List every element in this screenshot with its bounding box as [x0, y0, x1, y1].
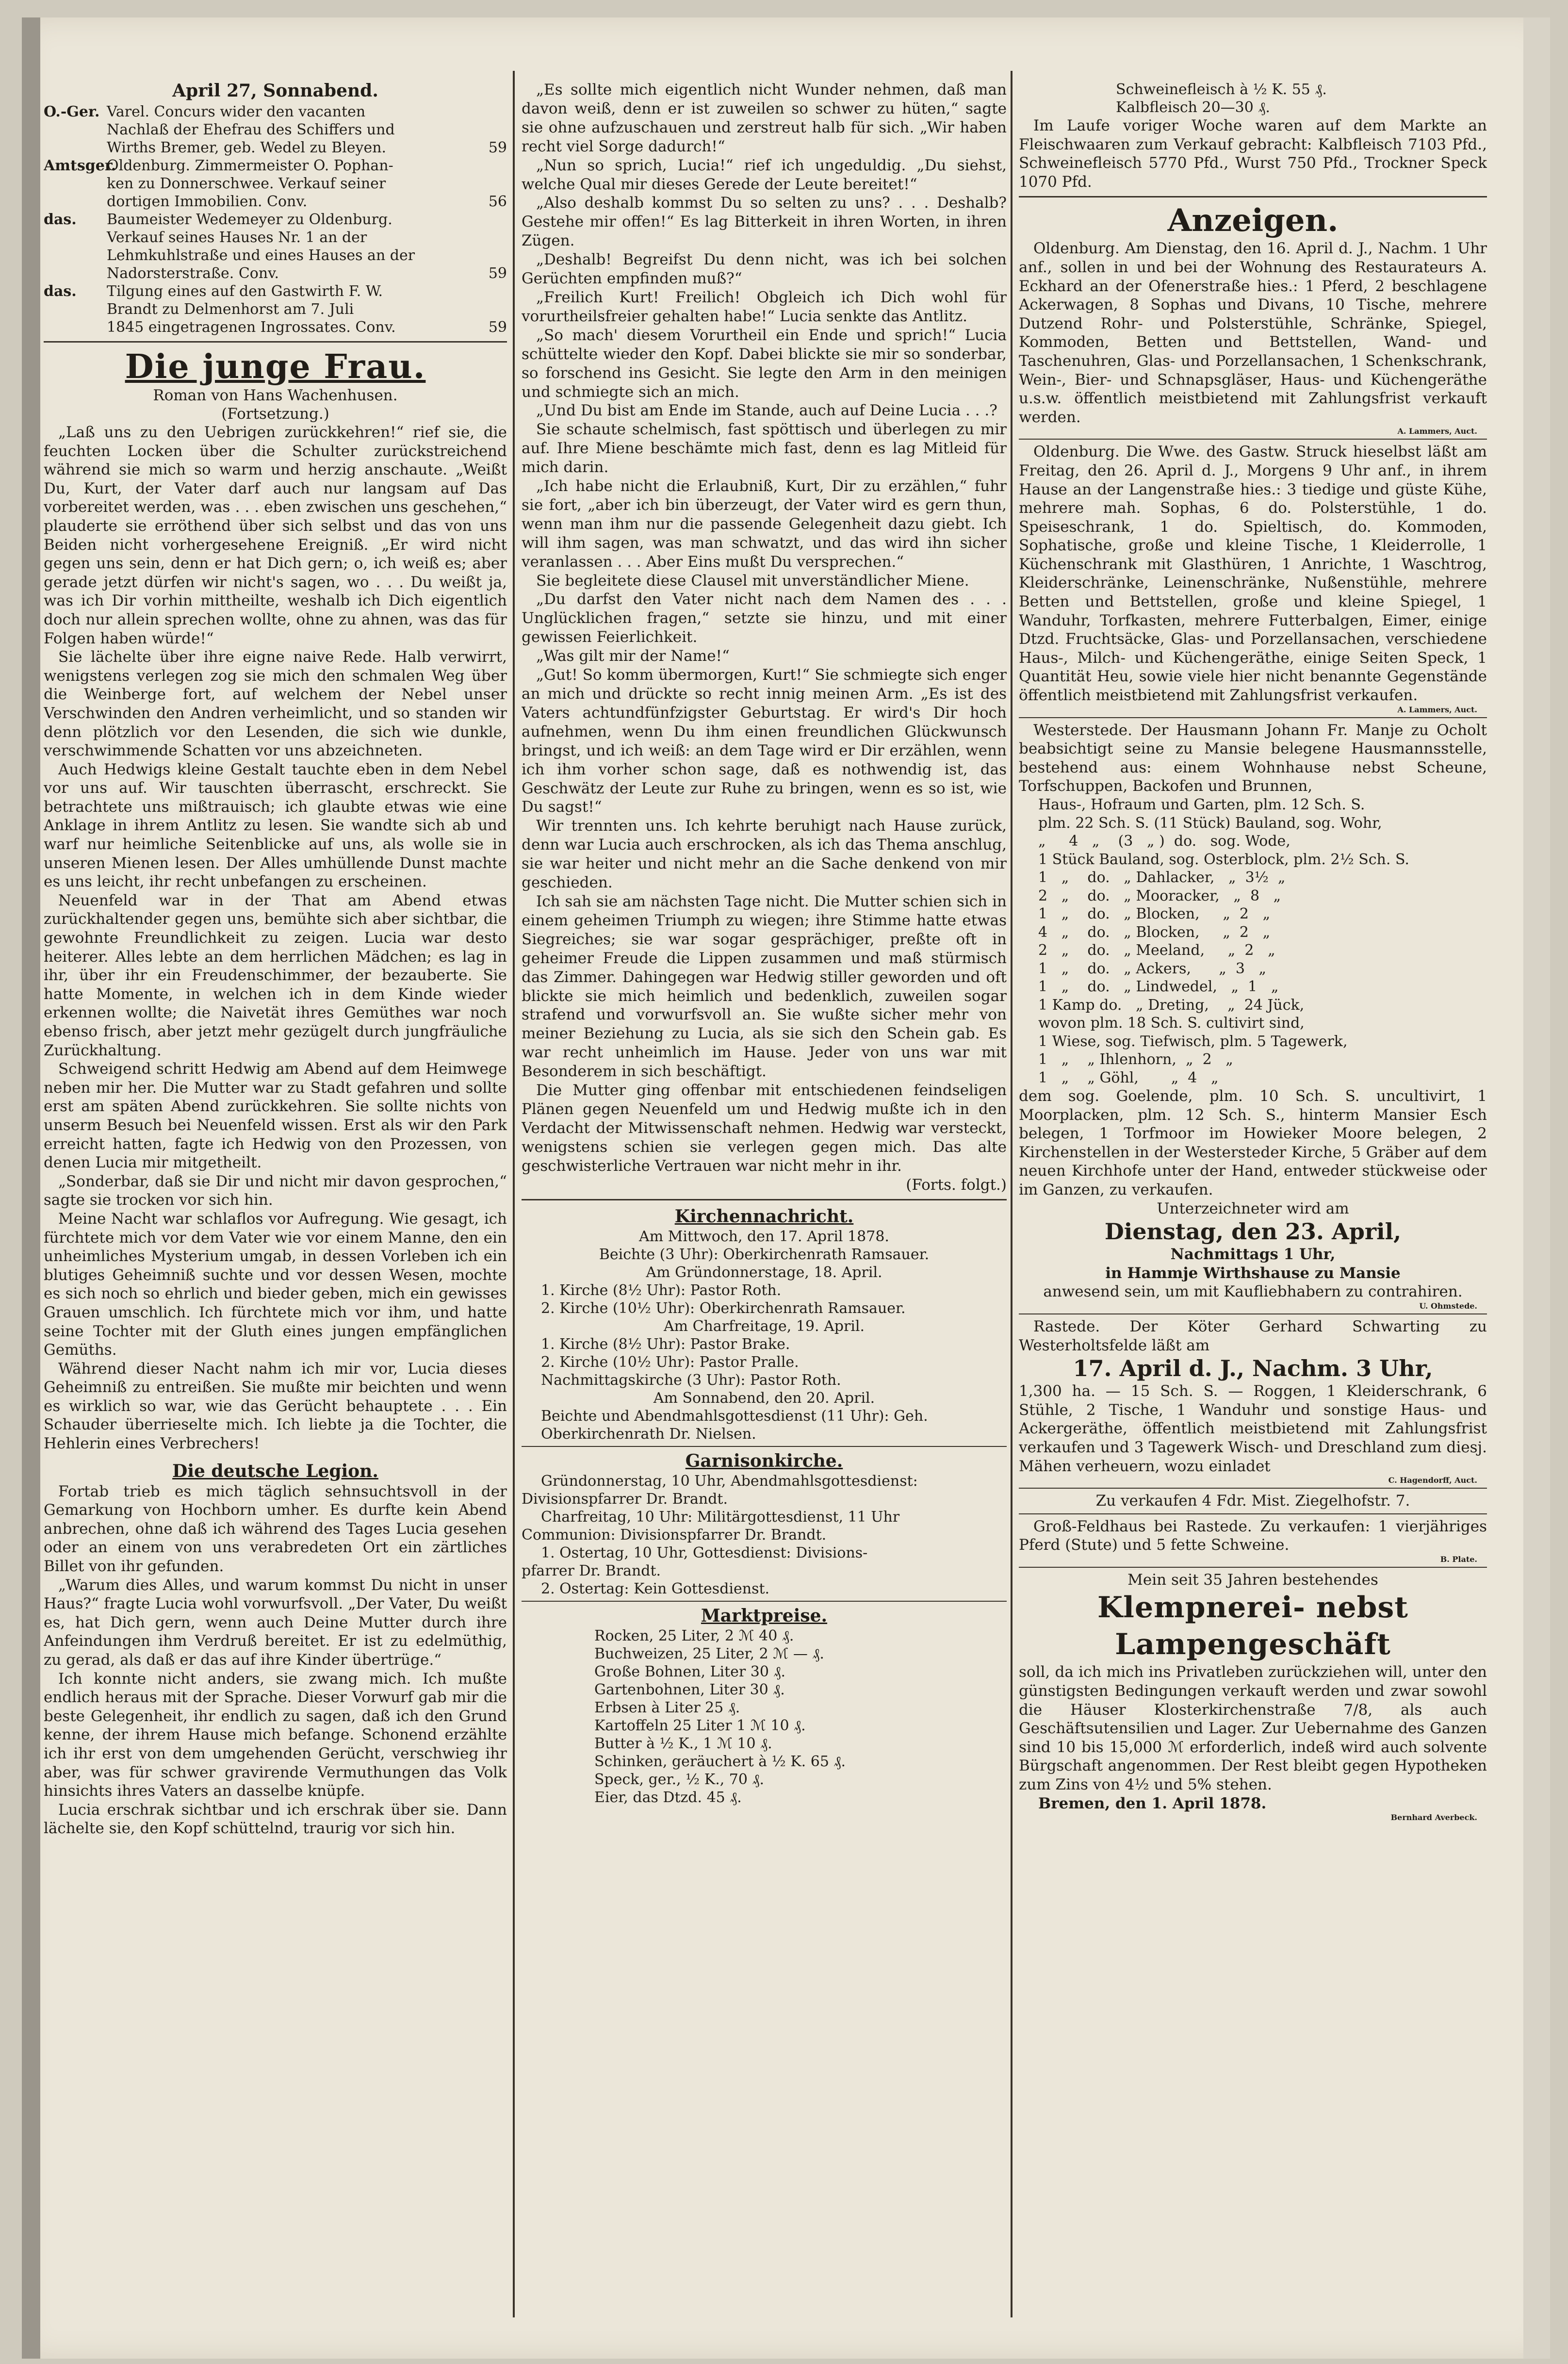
- lot-line: „ 4 „ (3 „ ) do. sog. Wode,: [1038, 833, 1290, 850]
- price-line: Kartoffeln 25 Liter 1 ℳ 10 ₰.: [594, 1717, 806, 1735]
- paragraph: „Nun so sprich, Lucia!“ rief ich ungeduldig. „Du siehst, welche Qual mir dieses Gerede der Leute bereitet!“: [522, 156, 1007, 193]
- novel-title: Die junge Frau.: [125, 347, 426, 386]
- paragraph: „Freilich Kurt! Freilich! Obgleich ich Dich wohl für vorurtheilsfreier gehalten habe!“ Lucia senkte das Antlitz.: [522, 288, 1007, 325]
- notice-line: Beichte (3 Uhr): Oberkirchenrath Ramsauer.: [599, 1246, 930, 1264]
- notice-line: 2. Kirche (10½ Uhr): Oberkirchenrath Ramsauer.: [541, 1300, 906, 1317]
- lot-line: 1 „ „ Göhl, „ 4 „: [1038, 1069, 1219, 1086]
- listing-line: Verkauf seines Hauses Nr. 1 an der: [107, 229, 367, 246]
- divider: [1019, 1488, 1487, 1489]
- listing-label: das.: [44, 283, 77, 300]
- notice-line: Gründonnerstag, 10 Uhr, Abendmahlsgottesdienst:: [541, 1473, 918, 1490]
- notice-line: Charfreitag, 10 Uhr: Militärgottesdienst, 11 Uhr: [541, 1509, 900, 1526]
- column-left: [44, 81, 507, 2359]
- ad-farm-lots: [1019, 796, 1487, 1087]
- lot-line: 2 „ do. „ Meeland, „ 2 „: [1038, 942, 1275, 959]
- divider: [522, 1446, 1007, 1447]
- listing-line: Wirths Bremer, geb. Wedel zu Bleyen.: [107, 139, 387, 156]
- ad-gross-feldhaus: Groß-Feldhaus bei Rastede. Zu verkaufen: 1 vierjähriges Pferd (Stute) und 5 fette Schweine.: [1019, 1517, 1487, 1554]
- listing-line: Oldenburg. Zimmermeister O. Pophan-: [107, 157, 393, 174]
- listing-page: 59: [488, 139, 507, 156]
- page-left-edge: [22, 17, 40, 2359]
- listing-line: Tilgung eines auf den Gastwirth F. W.: [107, 283, 383, 300]
- notice-line: Am Sonnabend, den 20. April.: [653, 1390, 875, 1407]
- market-prices-cont: [1019, 81, 1487, 116]
- ad-auction-eckhard: Oldenburg. Am Dienstag, den 16. April d. J., Nachm. 1 Uhr anf., sollen in und bei der Wohnung des Restaurateurs A. Eckhard an der Ofenerstraße hies.: 1 Pferd, 2 beschlagene Ackerwagen, 8 Sophas und Divans, 10 Tische, mehrere Dutzend Rohr- und Polsterstühle, Schränke, Spiegel, Kommoden, Betten und Bettstellen, Wand- und Taschenuhren, Glas- und Porzellansachen, 1 Schenkschrank, Wein-, Bier- und Schnapsgläser, Haus- und Küchengeräthe u.s.w. öffentlich meistbietend mit Zahlungsfrist verkauft werden.: [1019, 240, 1487, 426]
- lot-line: 1 „ do. „ Blocken, „ 2 „: [1038, 905, 1271, 922]
- novel-continuation: (Fortsetzung.): [221, 405, 329, 423]
- paragraph: „Ich habe nicht die Erlaubniß, Kurt, Dir zu erzählen,“ fuhr sie fort, „aber ich bin überzeugt, der Vater wird es gern thun, wenn man ihm nur die passende Gelegenheit dazu giebt. Ich will ihm sagen, was man schwatzt, und das wird ihn sicher veranlassen . . . Aber Eins mußt Du versprechen.“: [522, 477, 1007, 571]
- paragraph: Meine Nacht war schlaflos vor Aufregung. Wie gesagt, ich fürchtete mich vor dem Vater wie vor einem Manne, den ein unheimliches Mysterium umgab, in dessen Vorleben ich ein blutiges Geheimniß suchte und vor dessen Wesen, mochte es sich noch so ehrlich und bieder geben, mich ein gewisses Grauen umschlich. Ich fürchtete mich vor ihm, und hatte seine Tochter mit der Gluth eines jungen empfänglichen Gemüths.: [44, 1210, 507, 1359]
- divider: [1019, 717, 1487, 718]
- lot-line: Haus-, Hofraum und Garten, plm. 12 Sch. S.: [1038, 796, 1365, 813]
- listing-entry: [44, 103, 507, 157]
- newspaper-page: [22, 17, 1550, 2359]
- date-heading: April 27, Sonnabend.: [172, 81, 378, 101]
- price-line: Butter à ½ K., 1 ℳ 10 ₰.: [594, 1735, 772, 1753]
- lot-line: 1 Stück Bauland, sog. Osterblock, plm. 2½ Sch. S.: [1038, 851, 1409, 868]
- column-middle: [522, 81, 1007, 2359]
- notice-line: pfarrer Dr. Brandt.: [522, 1562, 661, 1580]
- ad-date: Bremen, den 1. April 1878.: [1038, 1794, 1267, 1812]
- ad-signature: C. Hagendorff, Auct.: [1388, 1476, 1477, 1485]
- ad-date-big: Dienstag, den 23. April,: [1104, 1218, 1402, 1245]
- ad-rastede-body: 1,300 ha. — 15 Sch. S. — Roggen, 1 Kleiderschrank, 6 Stühle, 2 Tische, 1 Wanduhr und sonstige Haus- und Ackergeräthe, öffentlich meistbietend mit Zahlungsfrist verkaufen und 3 Tagewerk Wisch- und Dreschland zum diesj. Mähen verheuern, wozu einladet: [1019, 1382, 1487, 1475]
- lot-line: 1 Kamp do. „ Dreting, „ 24 Jück,: [1038, 996, 1305, 1014]
- listing-line: Varel. Concurs wider den vacanten: [107, 103, 366, 120]
- divider: [44, 341, 507, 343]
- listing-page: 59: [488, 319, 507, 336]
- continuation-note: (Forts. folgt.): [906, 1176, 1007, 1194]
- listing-line: Baumeister Wedemeyer zu Oldenburg.: [107, 211, 392, 228]
- listing-line: dortigen Immobilien. Conv.: [107, 193, 308, 210]
- listing-line: ken zu Donnerschwee. Verkauf seiner: [107, 175, 386, 192]
- paragraph: „Sonderbar, daß sie Dir und nicht mir davon gesprochen,“ sagte sie trocken vor sich hin.: [44, 1172, 507, 1209]
- garrison-church-heading: Garnisonkirche.: [685, 1451, 843, 1472]
- lot-line: 1 Wiese, sog. Tiefwisch, plm. 5 Tagewerk,: [1038, 1033, 1348, 1050]
- ad-signature: A. Lammers, Auct.: [1397, 427, 1477, 436]
- paragraph: Schweigend schritt Hedwig am Abend auf dem Heimwege neben mir her. Die Mutter war zu Stadt gefahren und sollte erst am späten Abend zurückkehren. Sie sollte nichts von unserm Besuch bei Neuenfeld wissen. Erst als wir den Park erreicht hatten, fagte ich Hedwig von den Prozessen, von denen Lucia mir mitgetheilt.: [44, 1060, 507, 1172]
- listing-line: Nachlaß der Ehefrau des Schiffers und: [107, 121, 395, 138]
- section-heading: Die deutsche Legion.: [172, 1461, 378, 1481]
- lot-line: plm. 22 Sch. S. (11 Stück) Bauland, sog. Wohr,: [1038, 814, 1382, 832]
- ad-signature: B. Plate.: [1440, 1554, 1477, 1564]
- listing-page: 59: [488, 265, 507, 282]
- ad-date-big: 17. April d. J., Nachm. 3 Uhr,: [1073, 1355, 1433, 1382]
- notice-line: 2. Kirche (10½ Uhr): Pastor Pralle.: [541, 1354, 799, 1371]
- price-line: Speck, ger., ½ K., 70 ₰.: [594, 1771, 765, 1789]
- listing-label: O.-Ger.: [44, 103, 100, 120]
- ad-business-body: soll, da ich mich ins Privatleben zurückziehen will, unter den günstigsten Bedingungen verkauft werden und zwar sowohl die Häuser Klosterkirchenstraße 7/8, als auch Geschäftsutensilien und Lager. Zur Uebernahme des Ganzen sind 10 bis 15,000 ℳ erforderlich, indeß wird auch solvente Bürgschaft angenommen. Der Rest bleibt gegen Hypotheken zum Zins von 4½ und 5% stehen.: [1019, 1663, 1487, 1794]
- church-heading: Kirchennachricht.: [674, 1206, 854, 1227]
- price-line: Gartenbohnen, Liter 30 ₰.: [594, 1681, 785, 1699]
- paragraph: Auch Hedwigs kleine Gestalt tauchte eben in dem Nebel vor uns auf. Wir tauschten überrascht, erschreckt. Sie betrachtete uns mißtrauisch; ich glaubte etwas wie eine Anklage in ihrem Antlitz zu lesen. Sie wandte sich ab und warf nur heimliche Seitenblicke auf uns, als wolle sie in unseren Mienen lesen. Der Alles umhüllende Dunst machte es uns leicht, ihr recht unbefangen zu erscheinen.: [44, 760, 507, 891]
- novel-author: Roman von Hans Wachenhusen.: [153, 387, 398, 404]
- listing-entry: [44, 157, 507, 211]
- garrison-notice: [522, 1472, 1007, 1598]
- paragraph: „Gut! So komm übermorgen, Kurt!“ Sie schmiegte sich enger an mich und drückte so recht innig meinen Arm. „Es ist des Vaters achtundfünfzigster Geburtstag. Er wird's Dir hoch aufnehmen, wenn Du ihm einen freundlichen Glückwunsch bringst, und ich weiß: an dem Tage wird er Dir erzählen, wenn ich ihm vorher schon sage, daß es nothwendig ist, das Geschwätz der Leute zur Ruhe zu bringen, wenn es so ist, wie Du sagst!“: [522, 666, 1007, 816]
- lot-line: 1 „ do. „ Lindwedel, „ 1 „: [1038, 978, 1279, 995]
- market-prices: [522, 1627, 1007, 1806]
- price-line: Große Bohnen, Liter 30 ₰.: [594, 1663, 786, 1681]
- notice-line: Beichte und Abendmahlsgottesdienst (11 Uhr): Geh.: [541, 1408, 928, 1425]
- ad-line: Unterzeichneter wird am: [1157, 1199, 1349, 1217]
- listing-entry: [44, 282, 507, 336]
- price-line: Buchweizen, 25 Liter, 2 ℳ — ₰.: [594, 1645, 824, 1663]
- ad-signature: A. Lammers, Auct.: [1397, 705, 1477, 714]
- paragraph: „Laß uns zu den Uebrigen zurückkehren!“ rief sie, die feuchten Locken über die Schulter zurückstreichend während sie mich so warm und herzig anschaute. „Weißt Du, Kurt, der Vater darf auch nur langsam auf Das vorbereitet werden, was . . . eben zwischen uns geschehen,“ plauderte sie erröthend über sich selbst und das von uns Beiden nicht vorhergesehene Ereigniß. „Er wird nicht gegen uns sein, denn er hat Dich gern; o, ich weiß es; aber gerade jetzt dürfen wir nicht's sagen, wo . . . Du weißt ja, was ich Dir vorhin mittheilte, weshalb ich Dich eigentlich doch nur allein sprechen wollte, ohne zu ahnen, was das für Folgen haben würde!“: [44, 424, 507, 647]
- price-line: Schinken, geräuchert à ½ K. 65 ₰.: [594, 1753, 846, 1771]
- paragraph: Lucia erschrak sichtbar und ich erschrak über sie. Dann lächelte sie, den Kopf schüttelnd, traurig vor sich hin.: [44, 1801, 507, 1838]
- notice-line: Nachmittagskirche (3 Uhr): Pastor Roth.: [541, 1372, 841, 1389]
- divider: [1019, 196, 1487, 197]
- column-rule: [1011, 71, 1013, 2317]
- ad-farm-sale-rest: dem sog. Goelende, plm. 10 Sch. S. uncultivirt, 1 Moorplacken, plm. 12 Sch. S., hinterm Mansier Esch belegen, 1 Torfmoor im Howieker Moore belegen, 2 Kirchenstellen in der Westersteder Kirche, 5 Gräber auf dem neuen Kirchhofe unter der Hand, entweder stückweise oder im Ganzen, zu verkaufen.: [1019, 1087, 1487, 1198]
- paragraph: Während dieser Nacht nahm ich mir vor, Lucia dieses Geheimniß zu entreißen. Sie mußte mir beichten und wenn es wirklich so war, wie das Gerücht behauptete . . . Ein Schauder überrieselte mich. Ich liebte ja die Tochter, die Hehlerin eines Verbrechers!: [44, 1360, 507, 1453]
- listing-line: Nadorsterstraße. Conv.: [107, 265, 279, 282]
- notice-line: Oberkirchenrath Dr. Nielsen.: [541, 1426, 756, 1443]
- divider: [1019, 439, 1487, 440]
- listing-line: Brandt zu Delmenhorst am 7. Juli: [107, 301, 354, 318]
- paragraph: „Und Du bist am Ende im Stande, auch auf Deine Lucia . . .?: [536, 402, 997, 420]
- ad-line: in Hammje Wirthshause zu Mansie: [1105, 1264, 1401, 1282]
- paragraph: Sie schaute schelmisch, fast spöttisch und überlegen zu mir auf. Ihre Miene beschämte mich fast, denn es lag Mitleid für mich darin.: [522, 421, 1007, 476]
- lot-line: 4 „ do. „ Blocken, „ 2 „: [1038, 923, 1271, 941]
- price-line: Eier, das Dtzd. 45 ₰.: [594, 1789, 742, 1806]
- paragraph: Die Mutter ging offenbar mit entschiedenen feindseligen Plänen gegen Neuenfeld um und Hedwig mußte ich in den Verdacht der Mitwissenschaft nehmen. Hedwig war versteckt, wenigstens schien sie verlegen gegen mich. Das alte geschwisterliche Vertrauen war nicht mehr in ihr.: [522, 1082, 1007, 1175]
- paragraph: „Warum dies Alles, und warum kommst Du nicht in unser Haus?“ fragte Lucia wohl vorwurfsvoll. „Der Vater, Du weißt es, hat Dich gern, wenn auch Deine Mutter durch ihre Anfeindungen ihm Verdruß bereitet. Er ist zu edelmüthig, zu gerad, als daß er das auf ihre Kinder übertrüge.“: [44, 1576, 507, 1669]
- notice-line: 2. Ostertag: Kein Gottesdienst.: [541, 1580, 770, 1598]
- notice-line: 1. Ostertag, 10 Uhr, Gottesdienst: Divisions-: [541, 1544, 868, 1562]
- paragraph: Ich sah sie am nächsten Tage nicht. Die Mutter schien sich in einem geheimen Triumph zu wiegen; ihre Stimme hatte etwas Siegreiches; sie war sogar gesprächiger, preßte oft in geheimer Freude die Lippen zusammen und maß stürmisch das Zimmer. Dahingegen war Hedwig stiller geworden und oft blickte sie mich heimlich und bedenklich, zuweilen sogar strafend und vorwurfsvoll an. Sie wußte sicher mehr von meiner Beziehung zu Lucia, als sie sich den Schein gab. Es war recht unheimlich im Hause. Jeder von uns war mit Besonderem in sich beschäftigt.: [522, 892, 1007, 1081]
- column-right: [1019, 81, 1487, 2359]
- market-heading: Marktpreise.: [701, 1606, 828, 1626]
- paragraph: Im Laufe voriger Woche waren auf dem Markte an Fleischwaaren zum Verkauf gebracht: Kalbfleisch 7103 Pfd., Schweinefleisch 5770 Pfd., Wurst 750 Pfd., Trockner Speck 1070 Pfd.: [1019, 117, 1487, 191]
- price-line: Schweinefleisch à ½ K. 55 ₰.: [1116, 81, 1327, 98]
- notice-line: Communion: Divisionspfarrer Dr. Brandt.: [522, 1527, 827, 1544]
- listing-entry: [44, 211, 507, 282]
- ad-for-sale-mist: Zu verkaufen 4 Fdr. Mist. Ziegelhofstr. 7.: [1095, 1492, 1410, 1510]
- divider: [522, 1199, 1007, 1200]
- page-right-edge: [1523, 17, 1550, 2359]
- notice-line: Am Gründonnerstage, 18. April.: [646, 1264, 882, 1281]
- paragraph: „Du darfst den Vater nicht nach dem Namen des . . . Unglücklichen fragen,“ setzte sie hinzu, und mit einer gewissen Feierlichkeit.: [522, 591, 1007, 646]
- lot-line: 1 „ do. „ Dahlacker, „ 3½ „: [1038, 869, 1286, 886]
- divider: [1019, 1513, 1487, 1514]
- lot-line: wovon plm. 18 Sch. S. cultivirt sind,: [1038, 1015, 1305, 1032]
- paragraph: Fortab trieb es mich täglich sehnsuchtsvoll in der Gemarkung von Hochborn umher. Es durfte kein Abend anbrechen, ohne daß ich während des Tages Lucia gesehen oder an einem von uns verabredeten Ort ein zärtliches Billet von ihr gefunden.: [44, 1482, 507, 1576]
- notice-line: Am Mittwoch, den 17. April 1878.: [639, 1228, 889, 1246]
- paragraph: „So mach' diesem Vorurtheil ein Ende und sprich!“ Lucia schüttelte wieder den Kopf. Dabei blickte sie mir so sonderbar, so forschend ins Gesicht. Sie legte den Arm in den meinigen und schmiegte sich an mich.: [522, 326, 1007, 401]
- listing-line: Lehmkuhlstraße und eines Hauses an der: [107, 247, 415, 264]
- listing-line: 1845 eingetragenen Ingrossates. Conv.: [107, 319, 396, 336]
- paragraph: Ich konnte nicht anders, sie zwang mich. Ich mußte endlich heraus mit der Sprache. Dieser Vorwurf gab mir die beste Gelegenheit, ihr endlich zu sagen, daß ich den Grund kenne, der ihrem Hause mich befange. Schonend erzählte ich ihr erst von dem umgehenden Gerücht, verschwieg ihr aber, was für schwer gravirende Vermuthungen das Volk hinsichts ihres Vaters an dasselbe knüpfe.: [44, 1670, 507, 1800]
- notice-line: Divisionspfarrer Dr. Brandt.: [522, 1491, 728, 1508]
- price-line: Kalbfleisch 20—30 ₰.: [1116, 99, 1270, 116]
- ad-signature: Bernhard Averbeck.: [1390, 1813, 1477, 1822]
- divider: [1019, 1313, 1487, 1314]
- notice-line: Am Charfreitage, 19. April.: [663, 1318, 865, 1335]
- paragraph: „Deshalb! Begreifst Du denn nicht, was ich bei solchen Gerüchten empfinden muß?“: [522, 251, 1007, 288]
- court-listing: [44, 103, 507, 336]
- divider: [1019, 1567, 1487, 1568]
- ad-auction-struck: Oldenburg. Die Wwe. des Gastw. Struck hieselbst läßt am Freitag, den 26. April d. J., Morgens 9 Uhr anf., in ihrem Hause an der Langenstraße hies.: 3 tiedige und güste Kühe, mehrere mah. Sophas, 6 do. Polsterstühle, 1 do. Speiseschrank, 1 do. Spieltisch, do. Kommoden, Sophatische, große und kleine Tische, 1 Kleiderrolle, 1 Küchenschrank mit Glasthüren, 1 Anrichte, 1 Waschtrog, Kleiderschränke, Leinenschränke, Nußenstühle, mehrere Betten und Bettstellen, große und kleine Spiegel, 1 Wanduhr, Torfkasten, mehrere Futterbalgen, Eimer, einige Dtzd. Fruchtsäcke, Glas- und Porzellansachen, verschiedene Haus-, Milch- und Küchengeräthe, einige Seiten Speck, 1 Quantität Heu, sowie viele hier nicht benannte Gegenstände öffentlich meistbietend mit Zahlungsfrist verkaufen.: [1019, 443, 1487, 705]
- price-line: Rocken, 25 Liter, 2 ℳ 40 ₰.: [594, 1627, 794, 1645]
- church-notice: [522, 1228, 1007, 1443]
- divider: [522, 1601, 1007, 1602]
- paragraph: Sie lächelte über ihre eigne naive Rede. Halb verwirrt, wenigstens verlegen zog sie mich den schmalen Weg über die Weinberge fort, auf welchem der Nebel unser Verschwinden den Andren verheimlicht, und so standen wir denn plötzlich vor den Lesenden, die sich wie dunkle, verschwimmende Schatten vor uns abzeichneten.: [44, 648, 507, 760]
- lot-line: 1 „ do. „ Ackers, „ 3 „: [1038, 960, 1267, 977]
- ad-line: Mein seit 35 Jahren bestehendes: [1127, 1571, 1378, 1589]
- ad-rastede-intro: Rastede. Der Köter Gerhard Schwarting zu Westerholtsfelde läßt am: [1019, 1317, 1487, 1354]
- paragraph: „Es sollte mich eigentlich nicht Wunder nehmen, daß man davon weiß, denn er ist zuweilen so schwer zu hüten,“ sagte sie ohne aufzuschauen und zerstreut halb für sich. „Wir haben recht viel Sorge dadurch!“: [522, 81, 1007, 155]
- price-line: Erbsen à Liter 25 ₰.: [594, 1699, 740, 1717]
- ad-line: Nachmittags 1 Uhr,: [1170, 1246, 1336, 1264]
- column-rule: [513, 71, 515, 2317]
- advertisements-heading: Anzeigen.: [1167, 202, 1339, 239]
- listing-label: Amtsger.: [44, 157, 116, 174]
- ad-signature: U. Ohmstede.: [1419, 1301, 1477, 1311]
- notice-line: 1. Kirche (8½ Uhr): Pastor Brake.: [541, 1336, 790, 1353]
- notice-line: 1. Kirche (8½ Uhr): Pastor Roth.: [541, 1282, 782, 1299]
- paragraph: „Also deshalb kommst Du so selten zu uns? . . . Deshalb? Gestehe mir offen!“ Es lag Bitterkeit in ihren Worten, in ihren Zügen.: [522, 194, 1007, 250]
- paragraph: Neuenfeld war in der That am Abend etwas zurückhaltender gegen uns, bemühte sich aber sichtbar, die gewohnte Freundlichkeit zu zeigen. Lucia war desto heiterer. Alles lebte an dem herrlichen Mädchen; es lag in ihr, über ihr ein Freudenschimmer, der bezauberte. Sie hatte Momente, in welchen ich in dem Kinde wieder erkennen wollte; die Naivetät ihres Gemüthes war noch ebenso frisch, aber jetzt mehr gezügelt durch jungfräuliche Zurückhaltung.: [44, 891, 507, 1059]
- paragraph: „Was gilt mir der Name!“: [536, 647, 730, 665]
- listing-label: das.: [44, 211, 77, 228]
- lot-line: 2 „ do. „ Mooracker, „ 8 „: [1038, 887, 1281, 904]
- ad-line: anwesend sein, um mit Kaufliebhabern zu contrahiren.: [1043, 1283, 1463, 1301]
- lot-line: 1 „ „ Ihlenhorn, „ 2 „: [1038, 1051, 1233, 1068]
- ad-business-title: Klempnerei- nebst Lampengeschäft: [1097, 1591, 1408, 1662]
- paragraph: Wir trennten uns. Ich kehrte beruhigt nach Hause zurück, denn war Lucia auch erschrocken, als ich das Thema anschlug, sie war heiter und nicht mehr an die Sache denkend von mir geschieden.: [522, 817, 1007, 892]
- ad-farm-sale-intro: Westerstede. Der Hausmann Johann Fr. Manje zu Ocholt beabsichtigt seine zu Mansie belegene Hausmannsstelle, bestehend aus: einem Wohnhause nebst Scheune, Torfschuppen, Backofen und Brunnen,: [1019, 721, 1487, 795]
- listing-page: 56: [488, 193, 507, 210]
- paragraph: Sie begleitete diese Clausel mit unverständlicher Miene.: [536, 572, 969, 590]
